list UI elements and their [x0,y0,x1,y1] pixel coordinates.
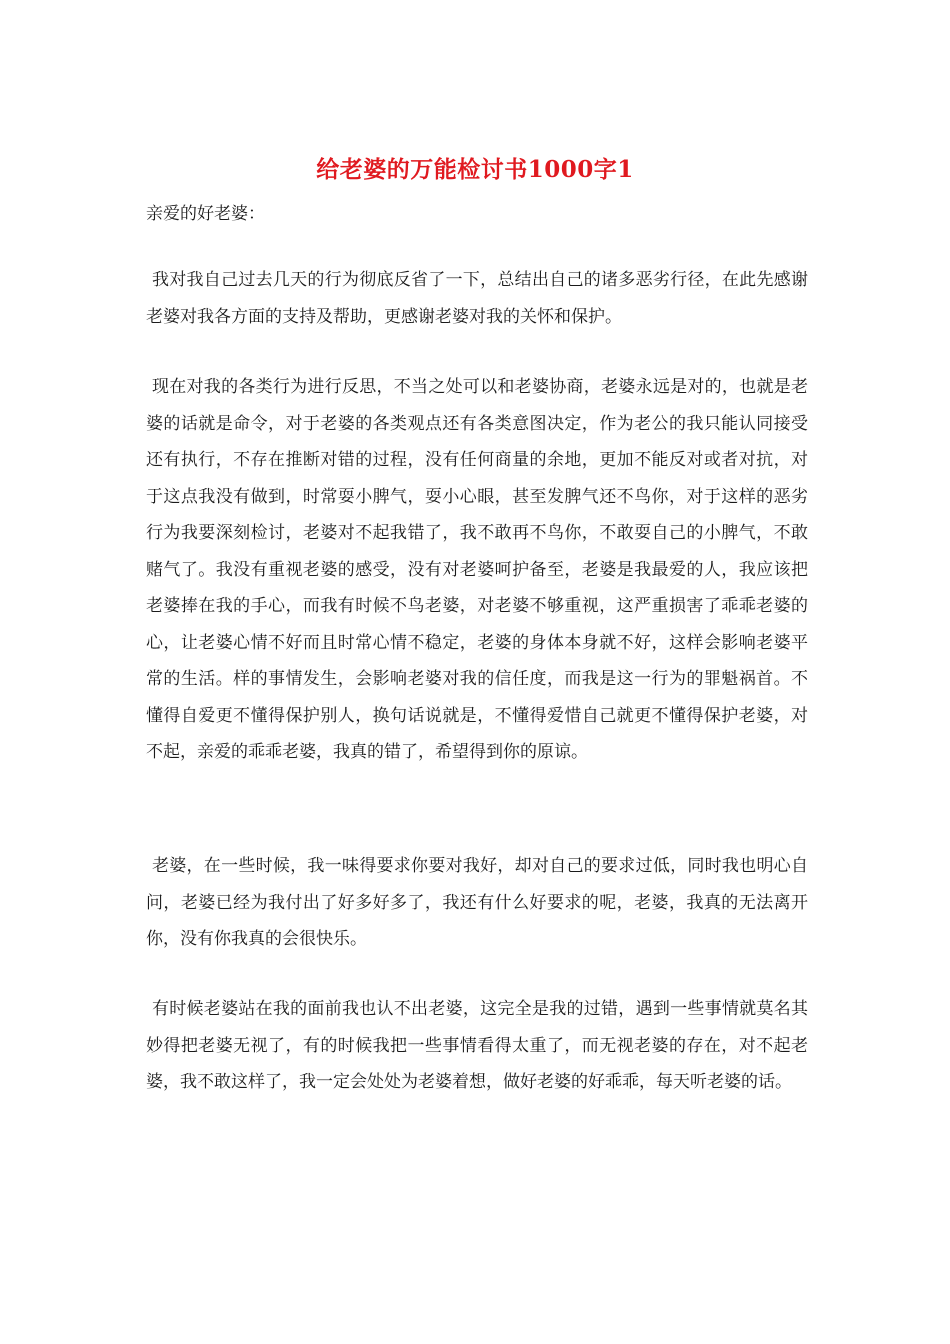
paragraph-1: 我对我自己过去几天的行为彻底反省了一下，总结出自己的诸多恶劣行径，在此先感谢老婆对我各方面的支持及帮助，更感谢老婆对我的关怀和保护。 [146,270,808,327]
document-title: 给老婆的万能检讨书1000字1 [316,156,634,183]
paragraph-3: 老婆，在一些时候，我一味得要求你要对我好，却对自己的要求过低，同时我也明心自问，老婆已经为我付出了好多好多了，我还有什么好要求的呢，老婆，我真的无法离开你，没有你我真的会很快乐。 [146,856,808,949]
paragraph-4: 有时候老婆站在我的面前我也认不出老婆，这完全是我的过错，遇到一些事情就莫名其妙得把老婆无视了，有的时候我把一些事情看得太重了，而无视老婆的存在，对不起老婆，我不敢这样了，我一定会处处为老婆着想，做好老婆的好乖乖，每天听老婆的话。 [146,999,808,1092]
paragraph-2: 现在对我的各类行为进行反思，不当之处可以和老婆协商，老婆永远是对的，也就是老婆的话就是命令，对于老婆的各类观点还有各类意图决定，作为老公的我只能认同接受还有执行，不存在推断对错的过程，没有任何商量的余地，更加不能反对或者对抗，对于这点我没有做到，时常耍小脾气，耍小心眼，甚至发脾气还不鸟你，对于这样的恶劣行为我要深刻检讨，老婆对不起我错了，我不敢再不鸟你，不敢耍自己的小脾气，不敢赌气了。我没有重视老婆的感受，没有对老婆呵护备至，老婆是我最爱的人，我应该把老婆捧在我的手心，而我有时候不鸟老婆，对老婆不够重视，这严重损害了乖乖老婆的心，让老婆心情不好而且时常心情不稳定，老婆的身体本身就不好，这样会影响老婆平常的生活。样的事情发生，会影响老婆对我的信任度，而我是这一行为的罪魁祸首。不懂得自爱更不懂得保护别人，换句话说就是，不懂得爱惜自己就更不懂得保护老婆，对不起，亲爱的乖乖老婆，我真的错了，希望得到你的原谅。 [146,377,808,762]
salutation: 亲爱的好老婆： [146,204,265,224]
